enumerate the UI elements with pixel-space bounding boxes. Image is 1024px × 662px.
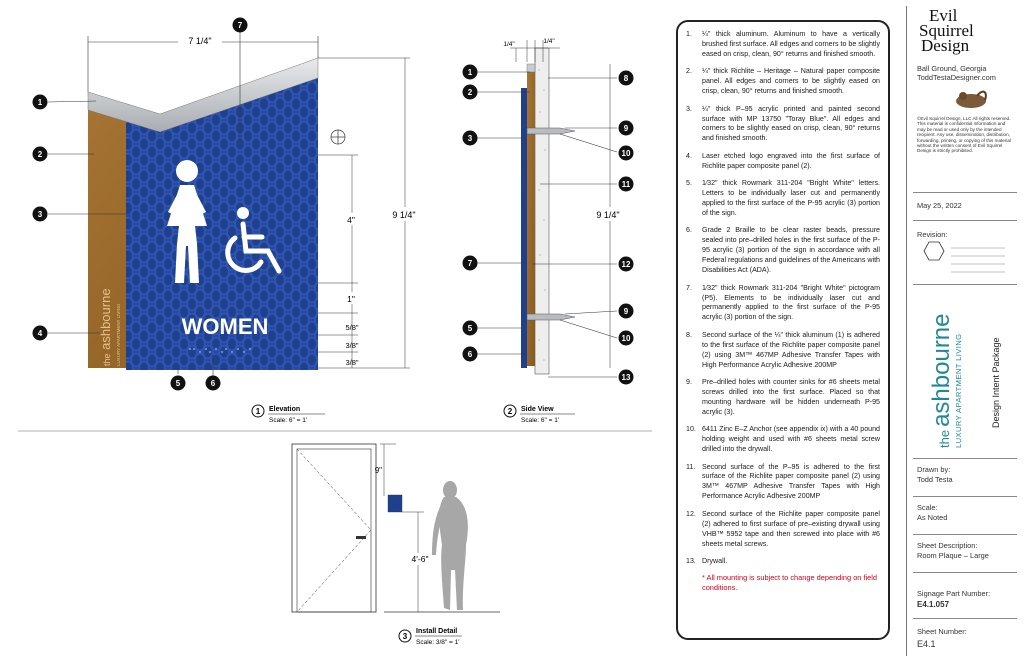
note-number: 9. bbox=[686, 378, 692, 387]
sign-text-women: WOMEN bbox=[181, 314, 269, 339]
callout-bubble bbox=[619, 304, 634, 319]
revision-label: Revision: bbox=[917, 230, 948, 239]
callout-bubble bbox=[619, 331, 634, 346]
elevation-title: Elevation bbox=[269, 406, 301, 413]
note-number: 10. bbox=[686, 425, 696, 434]
note-number: 7. bbox=[686, 283, 692, 292]
note-text: ¼" thick P–95 acrylic printed and painted second surface with MP 13750 "Toray Blue". All edges and corners to be slightly eased on crisp, clean, 90° returns and finished smooth. bbox=[702, 104, 880, 143]
callout-bubble bbox=[463, 65, 478, 80]
sheet-description-label: Sheet Description: bbox=[917, 541, 978, 550]
note-number: 3. bbox=[686, 104, 692, 113]
callout-number: 5 bbox=[175, 379, 181, 388]
note-item bbox=[686, 67, 880, 97]
note-number: 8. bbox=[686, 330, 692, 339]
callout-bubble bbox=[463, 256, 478, 271]
callout-bubble bbox=[33, 207, 48, 222]
notes-list bbox=[686, 30, 880, 567]
install-detail-title: Install Detail bbox=[416, 628, 458, 635]
svg-text:theashbourne: theashbourne bbox=[928, 313, 955, 448]
scale-label: Scale: bbox=[917, 503, 938, 512]
part-number-label: Signage Part Number: bbox=[917, 589, 991, 598]
callout-bubble bbox=[619, 257, 634, 272]
sheet-date: May 25, 2022 bbox=[917, 201, 962, 210]
callout-bubble bbox=[33, 326, 48, 341]
svg-text:LUXURY APARTMENT LIVING: LUXURY APARTMENT LIVING bbox=[954, 333, 963, 448]
scale-value: As Noted bbox=[917, 513, 948, 522]
note-text: 1⁄32" thick Rowmark 311-204 "Bright White" pictogram (P5). Elements to be individually laser cut and permanently applied to the first surface of the P-95 acrylic (3) portion of the sign. bbox=[702, 283, 880, 322]
callout-bubble bbox=[463, 321, 478, 336]
note-number: 6. bbox=[686, 226, 692, 235]
dim-3-8-a: 3/8" bbox=[345, 341, 359, 350]
callout-number: 1 bbox=[467, 68, 473, 77]
callout-number: 2 bbox=[37, 150, 43, 159]
callout-bubble bbox=[619, 71, 634, 86]
drawn-by: Todd Testa bbox=[917, 475, 953, 484]
callout-number: 4 bbox=[37, 329, 43, 338]
door-leaf bbox=[297, 449, 371, 612]
side-richlite bbox=[527, 70, 535, 366]
installed-sign-thumbnail bbox=[388, 495, 402, 512]
note-text: ¼" thick Richlite – Heritage – Natural paper composite panel. All edges and corners to be slightly eased on crisp, clean, 90° returns and finished smooth. bbox=[702, 67, 880, 96]
side-acrylic bbox=[521, 88, 527, 368]
title-block bbox=[906, 6, 1019, 656]
company-location: Ball Ground, Georgia bbox=[917, 64, 987, 73]
side-height-dim: 9 1/4" bbox=[596, 210, 620, 220]
sign-brand-name: the ashbourne bbox=[98, 288, 113, 366]
callout-bubble bbox=[206, 376, 221, 391]
project-logo bbox=[913, 288, 1017, 458]
callout-number: 3 bbox=[37, 210, 43, 219]
company-logo: Evil Squirrel Design bbox=[919, 6, 974, 55]
callout-number: 2 bbox=[467, 88, 473, 97]
note-item bbox=[686, 284, 880, 324]
callout-number: 10 bbox=[621, 334, 631, 343]
side-view-title: Side View bbox=[521, 406, 554, 413]
install-dim-9: 9" bbox=[374, 466, 382, 475]
install-detail-scale: Scale: 3/8" = 1' bbox=[416, 639, 460, 646]
elevation-width-dim: 7 1/4" bbox=[188, 36, 212, 46]
door-handle bbox=[356, 536, 366, 539]
side-view-label bbox=[504, 405, 575, 424]
side-view-scale: Scale: 6" = 1' bbox=[521, 417, 560, 424]
elevation-label bbox=[252, 405, 325, 424]
squirrel-mascot-icon bbox=[953, 86, 989, 110]
note-text: Second surface of the Richlite paper composite panel (2) adhered to first surface of pre–existing drywall using VHB™ 5952 tape and then screwed into place with #6 sheets metal screws. bbox=[702, 509, 880, 548]
sheet-number-label: Sheet Number: bbox=[917, 627, 967, 636]
note-text: Drywall. bbox=[702, 557, 728, 565]
package-title: Design Intent Package bbox=[991, 337, 1001, 428]
callout-bubble bbox=[33, 147, 48, 162]
dim-4-inch: 4" bbox=[347, 215, 355, 225]
side-aluminum bbox=[527, 64, 535, 72]
callout-bubble bbox=[463, 131, 478, 146]
revision-hexagon-icon bbox=[924, 242, 944, 260]
callout-number: 6 bbox=[467, 350, 473, 359]
svg-text:1: 1 bbox=[255, 407, 261, 416]
side-view bbox=[476, 38, 628, 377]
callout-bubble bbox=[171, 376, 186, 391]
note-number: 11. bbox=[686, 462, 696, 471]
note-number: 2. bbox=[686, 67, 692, 76]
notes-warning: * All mounting is subject to change depending on field conditions. bbox=[702, 572, 878, 592]
side-dim-quarter-a: 1/4" bbox=[503, 41, 515, 48]
elevation-scale: Scale: 6" = 1' bbox=[269, 417, 308, 424]
note-text: 1⁄32" thick Rowmark 311-204 "Bright White" letters. Letters to be individually laser cut and permanently applied to the first surface of the P-95 acrylic (3) portion of the sign. bbox=[702, 179, 880, 217]
callout-bubble bbox=[619, 177, 634, 192]
sheet-description: Room Plaque – Large bbox=[917, 551, 989, 560]
callout-number: 7 bbox=[467, 259, 473, 268]
note-item bbox=[686, 105, 880, 145]
callout-number: 10 bbox=[621, 149, 631, 158]
note-number: 4. bbox=[686, 151, 692, 160]
callout-number: 9 bbox=[623, 124, 629, 133]
note-text: 6411 Zinc E–Z Anchor (see appendix ix) with a 40 pound holding weight and used with #6 sheets metal screw drilled into the drywall. bbox=[702, 425, 880, 454]
note-text: Second surface of the ¼" thick aluminum (1) is adhered to the first surface of the Richlite paper composite panel (2) using 3M™ 467MP Adhesive Transfer Tapes with High Performance Acrylic Adhesive 200MP bbox=[702, 330, 880, 369]
copyright-notice: ©Evil Squirrel Design, LLC All rights reserved. This material is confidential information and may be read or used only by the intended recipient. Any use, dissemination, distribution, forwarding, printing, or copying of this material without the written consent of Evil Squirrel Design is strictly prohibited. bbox=[917, 116, 1011, 154]
note-text: ¼" thick aluminum. Aluminum to have a vertically brushed first surface. All edges and corners to be slightly eased on crisp, clean, 90° returns and finished smooth. bbox=[702, 30, 880, 58]
note-item bbox=[686, 463, 880, 503]
callout-bubble bbox=[463, 85, 478, 100]
note-text: Pre–drilled holes with counter sinks for #6 sheets metal screws drilled into the first surface. Placed so that mounting hardware will be hidden underneath P-95 acrylic (3). bbox=[702, 378, 880, 416]
note-number: 5. bbox=[686, 179, 692, 188]
dim-1-inch: 1" bbox=[347, 294, 355, 304]
note-item bbox=[686, 557, 880, 567]
callout-bubble bbox=[233, 18, 248, 33]
callout-number: 5 bbox=[467, 324, 473, 333]
callout-number: 8 bbox=[623, 74, 629, 83]
note-item bbox=[686, 152, 880, 172]
note-text: Grade 2 Braille to be clear raster beads, pressure sealed into pre–drilled holes in the first surface of the P-95 acrylic (3) portion of the sign in accordance with all Federal regulations and guidelines of the Americans with Disabilities Act (ADA). bbox=[702, 226, 880, 275]
callout-number: 9 bbox=[623, 307, 629, 316]
note-text: Second surface of the P–95 is adhered to the first surface of the Richlite paper composite panel (2) using 3M™ 467MP Adhesive Transfer Tapes with High Performance Acrylic Adhesive 200MP bbox=[702, 462, 880, 501]
callout-bubble bbox=[619, 146, 634, 161]
callout-number: 11 bbox=[621, 180, 631, 189]
callout-bubble bbox=[33, 95, 48, 110]
note-item bbox=[686, 226, 880, 276]
company-website: ToddTestaDesigner.com bbox=[917, 73, 996, 82]
sign-brand-tagline: LUXURY APARTMENT LIVING bbox=[116, 303, 121, 366]
door-frame bbox=[292, 444, 376, 612]
svg-text:2: 2 bbox=[507, 407, 513, 416]
note-item bbox=[686, 510, 880, 550]
callout-number: 6 bbox=[210, 379, 216, 388]
side-dim-quarter-b: 1/4" bbox=[543, 38, 555, 45]
note-number: 13. bbox=[686, 557, 696, 565]
callout-bubble bbox=[619, 121, 634, 136]
note-item bbox=[686, 30, 880, 60]
door-swing bbox=[297, 449, 371, 612]
callout-number: 3 bbox=[467, 134, 473, 143]
install-detail-label bbox=[399, 628, 462, 646]
callout-number: 13 bbox=[621, 373, 631, 382]
person-silhouette-icon bbox=[432, 481, 468, 610]
svg-text:3: 3 bbox=[402, 632, 408, 641]
note-item bbox=[686, 378, 880, 418]
callout-number: 1 bbox=[37, 98, 43, 107]
install-detail bbox=[292, 444, 500, 612]
callout-number: 7 bbox=[237, 21, 243, 30]
dim-3-8-b: 3/8" bbox=[345, 358, 359, 367]
elevation-height-dim: 9 1/4" bbox=[392, 210, 416, 220]
part-number: E4.1.057 bbox=[917, 600, 950, 609]
note-number: 12. bbox=[686, 509, 696, 518]
general-notes bbox=[676, 20, 890, 640]
callout-number: 12 bbox=[621, 260, 631, 269]
note-item bbox=[686, 425, 880, 455]
dim-5-8: 5/8" bbox=[345, 323, 359, 332]
drawn-by-label: Drawn by: bbox=[917, 465, 951, 474]
install-dim-height: 4'-6" bbox=[411, 554, 429, 564]
elevation-view bbox=[48, 32, 424, 376]
callout-bubble bbox=[463, 347, 478, 362]
callout-bubble bbox=[619, 370, 634, 385]
centerline-symbol bbox=[331, 130, 345, 144]
drywall bbox=[535, 48, 549, 374]
note-text: Laser etched logo engraved into the first surface of Richlite paper composite panel (2). bbox=[702, 151, 880, 170]
note-item bbox=[686, 179, 880, 219]
note-number: 1. bbox=[686, 30, 692, 38]
note-item bbox=[686, 331, 880, 371]
sheet-number: E4.1 bbox=[917, 639, 936, 649]
revision-block bbox=[921, 240, 1011, 280]
